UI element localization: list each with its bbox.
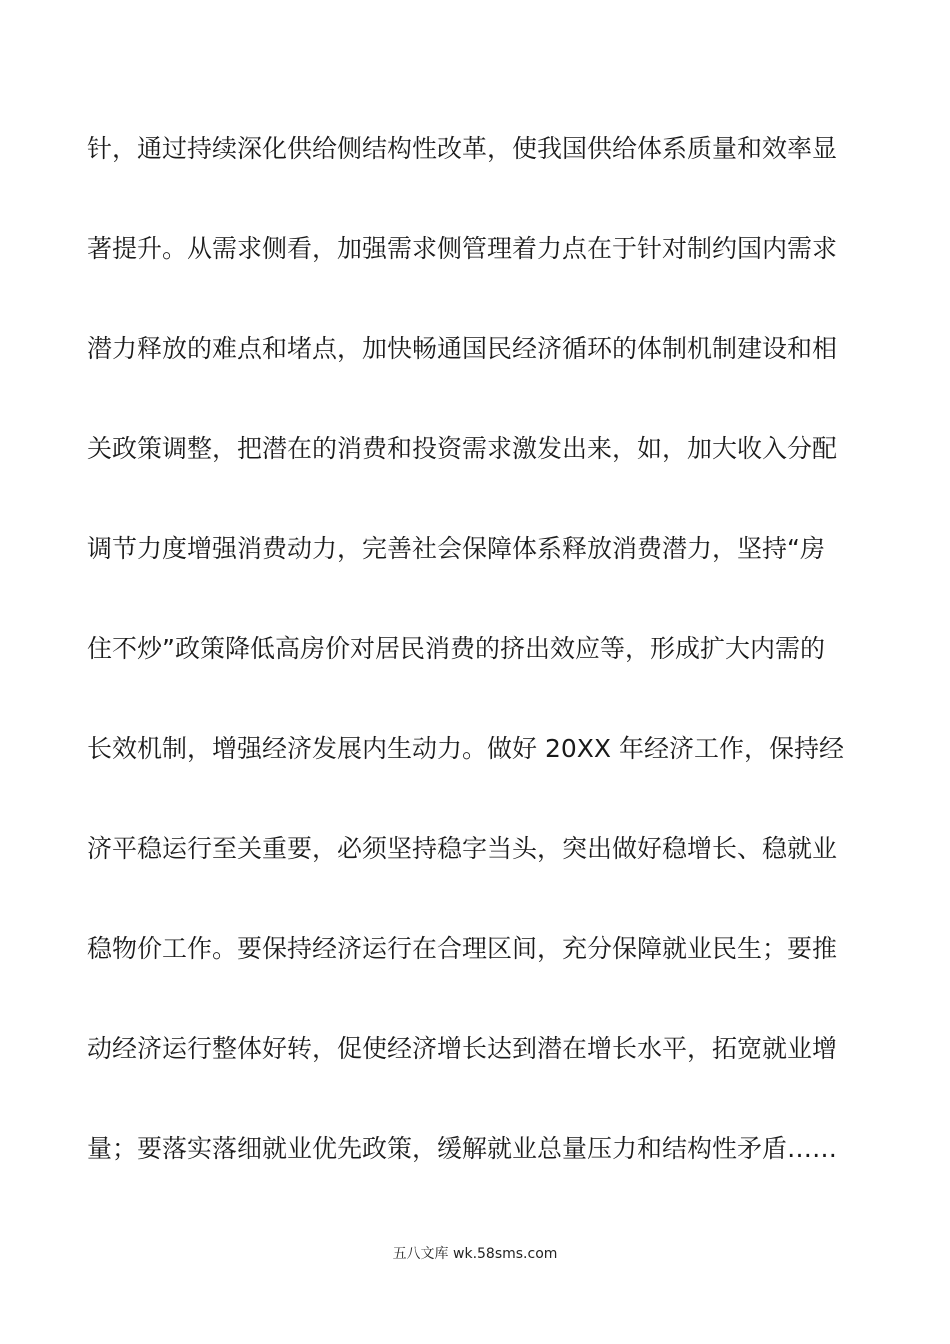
text-line: 量；要落实落细就业优先政策，缓解就业总量压力和结构性矛盾……	[87, 1134, 838, 1163]
text-line: 调节力度增强消费动力，完善社会保障体系释放消费潜力，坚持“房	[87, 534, 825, 563]
body-text	[87, 118, 867, 1218]
text-line: 济平稳运行至关重要，必须坚持稳字当头，突出做好稳增长、稳就业	[87, 834, 838, 863]
text-line: 潜力释放的难点和堵点，加快畅通国民经济循环的体制机制建设和相	[87, 334, 838, 363]
text-line: 稳物价工作。要保持经济运行在合理区间，充分保障就业民生；要推	[87, 934, 838, 963]
text-line: 针，通过持续深化供给侧结构性改革，使我国供给体系质量和效率显	[87, 134, 838, 163]
text-line: 长效机制，增强经济发展内生动力。做好 20XX 年经济工作，保持经	[87, 734, 844, 763]
page-footer: 五八文库 wk.58sms.com	[392, 1246, 558, 1262]
text-line: 动经济运行整体好转，促使经济增长达到潜在增长水平，拓宽就业增	[87, 1034, 838, 1063]
text-line: 著提升。从需求侧看，加强需求侧管理着力点在于针对制约国内需求	[87, 234, 838, 263]
text-line: 住不炒”政策降低高房价对居民消费的挤出效应等，形成扩大内需的	[87, 634, 825, 663]
text-line: 关政策调整，把潜在的消费和投资需求激发出来，如，加大收入分配	[87, 434, 838, 463]
